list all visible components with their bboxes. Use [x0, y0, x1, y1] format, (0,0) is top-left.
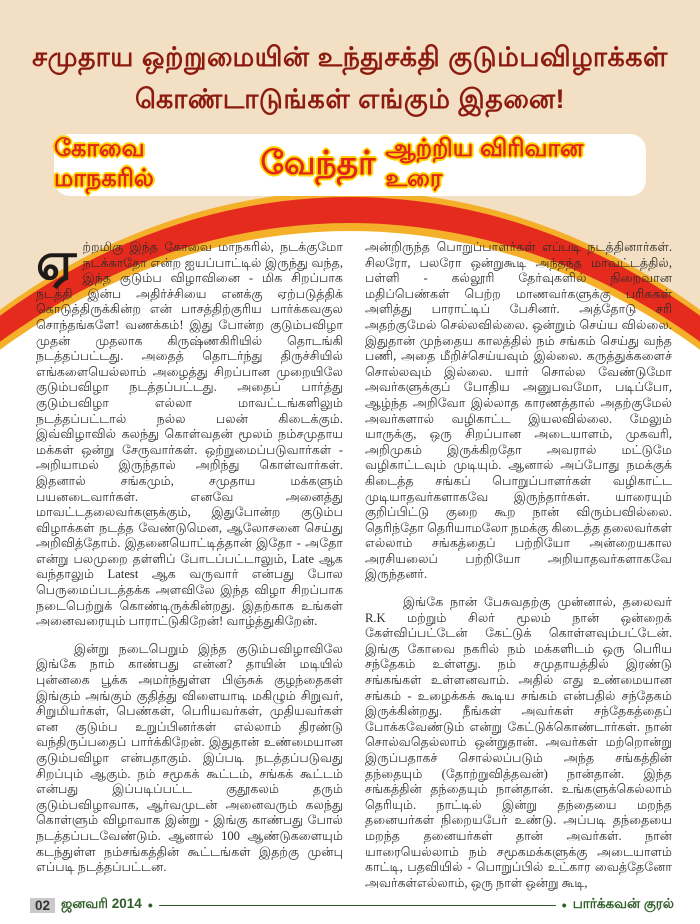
- page-title: [0, 36, 700, 120]
- footer-page-number: 02: [30, 898, 55, 913]
- footer-rule: [159, 905, 556, 906]
- paragraph-2: இன்று நடைபெறும் இந்த குடும்பவிழாவிலே இங்கே நாம் காண்பது என்ன? தாயின் மடியில் புன்னகை பூக்க அமர்ந்துள்ள பிஞ்சுக் குழந்தைகள் இங்கும் அங்கும் குதித்து விளையாடி மகிழும் சிறுவர், சிறுமியர்கள், பெண்கள், பெரியவர்கள், முதியவர்கள் என குடும்ப உறுப்பினர்கள் எல்லாம் திரண்டு வந்திருப்பதைப் பார்க்கிறேன். இதுதான் உண்மையான குடும்பவிழா என்பதாகும். இப்படி நடத்தப்படுவது சிறப்பும் ஆகும். நம் சமூகக் கூட்டம், சங்கக் கூட்டம் என்பது இப்படிப்பட்ட குதூகலம் தரும் குடும்பவிழாவாக, ஆர்வமுடன் அனைவரும் கலந்து கொள்ளும் விழாவாக இன்று - இங்கு காண்பது போல் நடத்தப்படவேண்டும். ஆனால் 100 ஆண்டுகளையும் கடந்துள்ள நம்சங்கத்தின் கூட்டங்கள் இதற்கு முன்பு எப்படி நடத்தப்பட்டன.: [36, 641, 343, 875]
- footer-date: ஜனவரி 2014: [61, 896, 142, 911]
- footer-publication: பார்க்கவன் குரல்: [572, 896, 674, 911]
- page-title-line2: கொண்டாடுங்கள் எங்கும் இதனை!: [134, 84, 566, 114]
- article-column-left: [36, 240, 343, 900]
- page-footer: [30, 896, 674, 914]
- page-title-line1: சமுதாய ஒற்றுமையின் உந்துசக்தி குடும்பவிழாக்கள்: [32, 42, 668, 72]
- paragraph-1: [36, 240, 343, 630]
- subtitle-banner: [54, 134, 646, 196]
- article-body: [36, 240, 672, 900]
- footer-bullet-right: •: [561, 897, 567, 913]
- drop-cap: ஏ: [36, 240, 77, 291]
- footer-bullet-left: •: [147, 897, 153, 913]
- subtitle-pre: கோவை மாநகரில்: [54, 135, 154, 192]
- paragraph-3: அன்றிருந்த பொறுப்பாளர்கள் எப்படி நடத்தினார்கள். சிலரோ, பலரோ ஒன்றுகூடி அந்தந்த மாவட்டத்தில், பள்ளி - கல்லூரி தேர்வுகளில் நிறைவான மதிப்பெண்கள் பெற்ற மாணவர்களுக்கு பரிசுகள் அளித்து பாராட்டிப் பேசினர். அத்தோடு சரி அதற்குமேல் செல்லவில்லை. ஒன்றும் செய்ய வில்லை. இதுதான் முந்தைய காலத்தில் நம் சங்கம் செய்து வந்த பணி, அதை மீறிச்செய்யவும் இல்லை. கருத்துக்களைச் சொல்லவும் இல்லை. யார் சொல்ல வேண்டுமோ அவர்களுக்குப் போதிய அனுபவமோ, படிப்போ, ஆழ்ந்த அறிவோ இல்லாத காரணத்தால் அதற்குமேல் அவர்களால் வழிகாட்ட இயலவில்லை. மேலும் யாருக்கு, ஒரு சிறப்பான அடையாளம், முகவரி, அறிமுகம் இருக்கிறதோ அவரால் மட்டுமே வழிகாட்டவும் முடியும். ஆனால் அப்போது நமக்குக் கிடைத்த சங்கப் பொறுப்பாளர்கள் வழிகாட்ட முடியாதவர்களாகவே இருந்தார்கள். யாரையும் குறிப்பிட்டு குறை கூற நான் விரும்பவில்லை. தெரிந்தோ தெரியாமலோ நமக்கு கிடைத்த தலைவர்கள் எல்லாம் சங்கத்தைப் பற்றியோ அன்றையகால அரசியலைப் பற்றியோ அறியாதவர்களாகவே இருந்தனர்.: [365, 240, 672, 582]
- paragraph-1-text: ற்றமிகு இந்த கோவை மாநகரில், நடக்குமோ நடக்காதோ என்ற ஐயப்பாட்டில் இருந்து வந்த, இந்த குடும்ப விழாவினை - மிக சிறப்பாக நடத்தி இன்ப அதிர்ச்சியை எனக்கு ஏற்படுத்திக் கொடுத்திருக்கின்ற என் பாசத்திற்குரிய பார்க்கவகுல சொந்தங்களே! வணக்கம்! இது போன்ற குடும்பவிழா முதன் முதலாக கிருஷ்ணகிரியில் தொடங்கி நடத்தப்பட்டது. அதைத் தொடர்ந்து திருச்சியில் எங்களையெல்லாம் அழைத்து சிறப்பான முறையிலே குடும்பவிழா நடத்தப்பட்டது. அதைப் பார்த்து குடும்பவிழா எல்லா மாவட்டங்களிலும் நடத்தப்பட்டால் நல்ல பலன் கிடைக்கும். இவ்விழாவில் கலந்து கொள்வதன் மூலம் நம்சமுதாய மக்கள் ஒன்று சேருவார்கள். ஒற்றுமைப்படுவார்கள் - அறியாமல் இருந்தால் அறிந்து கொள்வார்கள். இதனால் சங்கமும், சமுதாய மக்களும் பயனடைவார்கள். எனவே அனைத்து மாவட்டதலைவர்களுக்கும், இதுபோன்ற குடும்ப விழாக்கள் நடத்த வேண்டுமென, ஆலோசனை செய்து அறிவித்தோம். இதனையொட்டித்தான் இதோ - அதோ என்று பலமுறை தள்ளிப் போடப்பட்டாலும், Late ஆக வந்தாலும் Latest ஆக வருவார் என்பது போல பெருமைப்படத்தக்க அளவிலே இந்த விழா சிறப்பாக நடைபெற்றுக் கொண்டிருக்கின்றது. இதற்காக உங்கள் அனைவரையும் பாராட்டுகிறேன்! வாழ்த்துகிறேன்.: [36, 240, 343, 629]
- paragraph-4: இங்கே நான் பேசுவதற்கு முன்னால், தலைவர் R.K மற்றும் சிலர் மூலம் நான் ஒன்றைக் கேள்விப்பட்டேன் கேட்டுக் கொள்ளவும்பட்டேன். இங்கு கோவை நகரில் நம் மக்களிடம் ஒரு பெரிய சந்தேகம் உள்ளது. நம் சமுதாயத்தில் இரண்டு சங்கங்கள் உள்ளனவாம். அதில் எது உண்மையான சங்கம் - உழைக்கக் கூடிய சங்கம் என்பதில் சந்தேகம் இருக்கின்றது. நீங்கள் அவர்கள் சந்தேகத்தைப் போக்கவேண்டும் என்று கேட்டுக்கொண்டார்கள். நான் சொல்வதெல்லாம் ஒன்றுதான். அவர்கள் மற்றொன்று இருப்பதாகச் சொல்லப்படும் அந்த சங்கத்தின் தந்தையும் (தோற்றுவித்தவன்) நான்தான். இந்த சங்கத்தின் தந்தையும் நான்தான். உங்களுக்கெல்லாம் தெரியும். நாட்டில் இன்று தந்தையை மறந்த தனையர்கள் நிறையபேர் உண்டு. அப்படி தந்தையை மறந்த தனையர்கள் தான் அவர்கள். நான் யாரையெல்லாம் நம் சமூகமக்களுக்கு அடையாளம் காட்டி, பதவியில் - பொறுப்பில் உட்கார வைத்தேனோ அவர்கள்எல்லாம், ஒரு நாள் ஒன்று கூடி,: [365, 595, 672, 890]
- subtitle-post: ஆற்றிய விரிவான உரை: [385, 135, 584, 192]
- article-column-right: [365, 240, 672, 900]
- subtitle-highlight: வேந்தர்: [260, 143, 376, 181]
